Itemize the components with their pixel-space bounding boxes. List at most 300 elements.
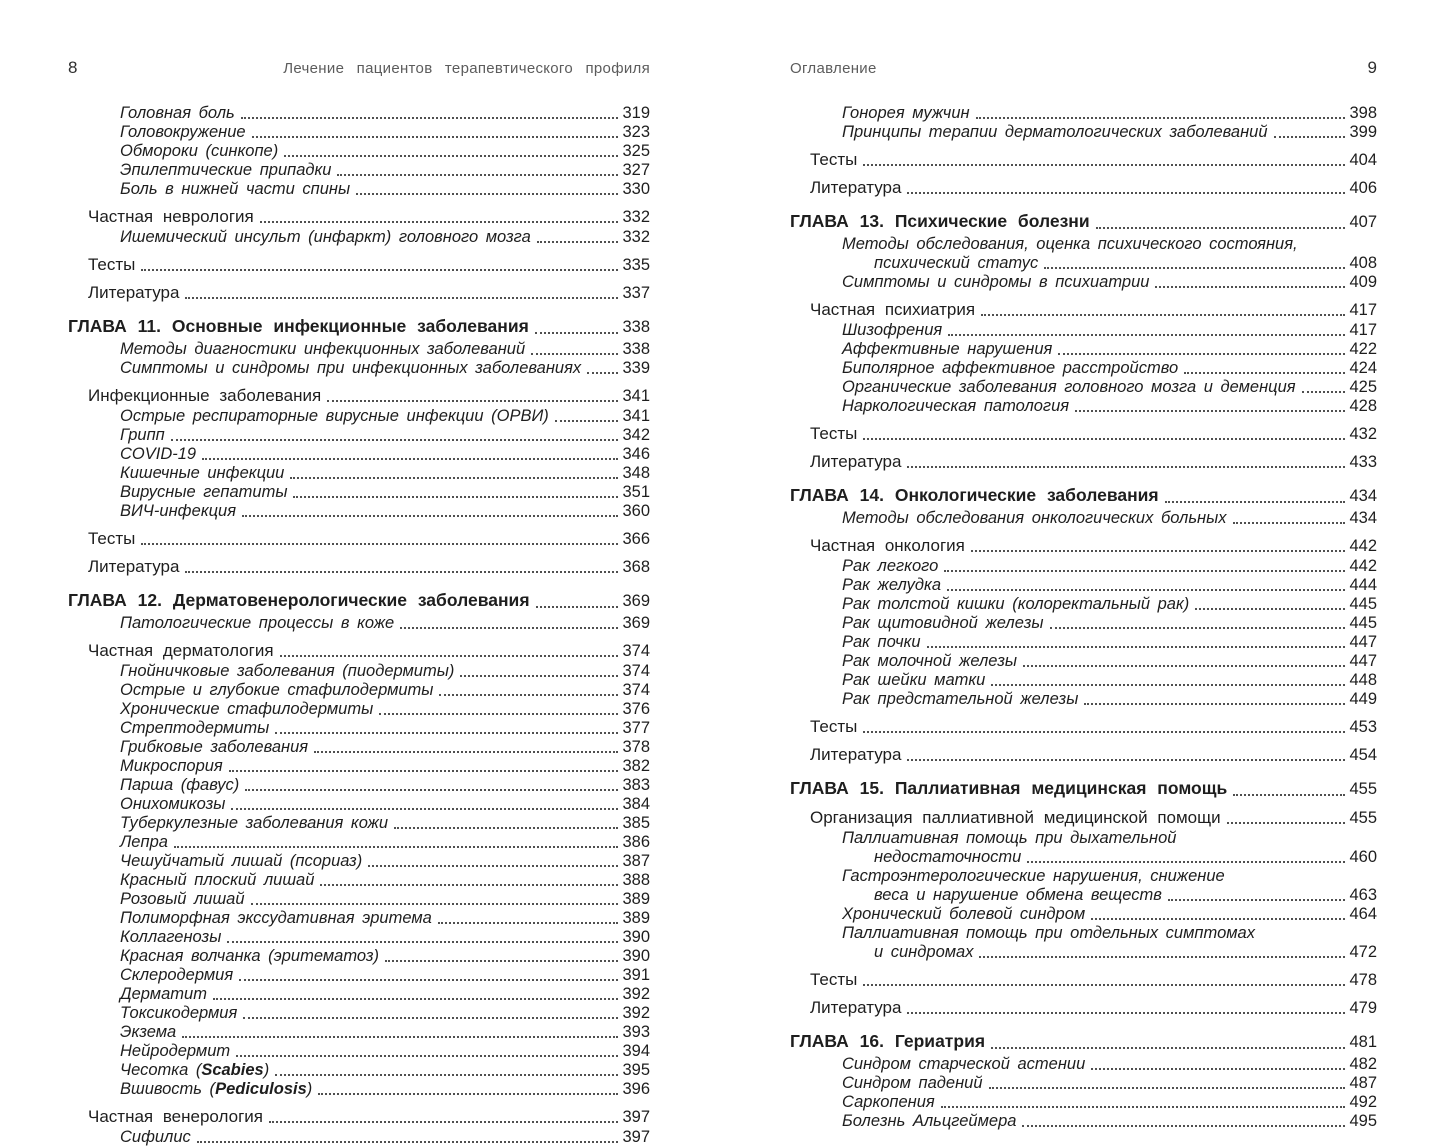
toc-entry-label: Биполярное аффективное расстройство (842, 359, 1179, 377)
toc-page-ref: 463 (1349, 886, 1377, 904)
toc-entry-label: Тесты (88, 255, 136, 274)
toc-entry-label: Головокружение (120, 123, 246, 141)
toc-entry-label: ГЛАВА 16. Гериатрия (790, 1031, 986, 1051)
toc-entry-label: Тесты (88, 529, 136, 548)
toc-page-ref: 449 (1349, 690, 1377, 708)
toc-entry (68, 947, 650, 966)
toc-entry (68, 614, 650, 633)
dotted-leader (400, 627, 618, 629)
toc-page-ref: 338 (622, 340, 650, 358)
toc-page-ref: 335 (622, 256, 650, 274)
toc-page-ref: 374 (622, 662, 650, 680)
dotted-leader (239, 979, 618, 981)
toc-entry-label: COVID-19 (120, 445, 197, 463)
dotted-leader (1022, 1125, 1345, 1127)
toc-entry-label: Шизофрения (842, 321, 943, 339)
running-head-right: Оглавление (790, 60, 877, 77)
toc-page-ref: 442 (1349, 537, 1377, 555)
dotted-leader (141, 269, 618, 271)
toc-page-ref: 327 (622, 161, 650, 179)
toc-entry-label: ВИЧ-инфекция (120, 502, 237, 520)
toc-page-ref: 432 (1349, 425, 1377, 443)
dotted-leader (863, 438, 1345, 440)
dotted-leader (252, 136, 619, 138)
toc-entry (790, 1112, 1377, 1131)
dotted-leader (979, 956, 1345, 958)
toc-entry (790, 652, 1377, 671)
right-page-entries (790, 104, 1377, 1131)
dotted-leader (1233, 794, 1345, 796)
toc-page-ref: 395 (622, 1061, 650, 1079)
page-left-header (68, 60, 650, 80)
dotted-leader (229, 770, 619, 772)
toc-page-ref: 351 (622, 483, 650, 501)
toc-entry-label: Органические заболевания головного мозга и деменция (842, 378, 1296, 396)
toc-page-ref: 337 (622, 284, 650, 302)
toc-page-ref: 392 (622, 985, 650, 1003)
toc-entry-label: Токсикодермия (120, 1004, 238, 1022)
toc-entry-label: Методы диагностики инфекционных заболеваний (120, 340, 526, 358)
dotted-leader (185, 297, 618, 299)
toc-entry-label: Чесотка (Scabies) (120, 1061, 270, 1079)
dotted-leader (275, 732, 618, 734)
dotted-leader (976, 117, 1346, 119)
dotted-leader (971, 550, 1346, 552)
toc-entry (68, 719, 650, 738)
toc-entry (68, 207, 650, 227)
toc-entry (68, 852, 650, 871)
toc-entry-label: Грипп (120, 426, 165, 444)
toc-entry-label: Рак почки (842, 633, 921, 651)
toc-page-ref: 442 (1349, 557, 1377, 575)
toc-page-ref: 409 (1349, 273, 1377, 291)
dotted-leader (356, 193, 618, 195)
toc-entry (68, 340, 650, 359)
toc-entry-label: Острые респираторные вирусные инфекции (ОРВИ) (120, 407, 549, 425)
toc-entry (68, 386, 650, 406)
dotted-leader (379, 713, 618, 715)
toc-page-ref: 368 (622, 558, 650, 576)
toc-entry-label: Организация паллиативной медицинской помощи (810, 808, 1221, 827)
toc-page-ref: 330 (622, 180, 650, 198)
toc-entry-label: Склеродермия (120, 966, 234, 984)
toc-entry-label: Розовый лишай (120, 890, 245, 908)
dotted-leader (537, 241, 619, 243)
toc-entry-label: ГЛАВА 12. Дерматовенерологические заболевания (68, 590, 530, 610)
toc-page-ref: 434 (1349, 509, 1377, 527)
toc-entry (790, 998, 1377, 1018)
dotted-leader (981, 314, 1345, 316)
toc-entry (790, 848, 1377, 867)
toc-page-ref: 341 (622, 387, 650, 405)
toc-page-ref: 428 (1349, 397, 1377, 415)
toc-page-ref: 396 (622, 1080, 650, 1098)
dotted-leader (197, 1141, 619, 1143)
toc-page-ref: 417 (1349, 301, 1377, 319)
toc-page-ref: 434 (1349, 487, 1377, 505)
toc-page-ref: 487 (1349, 1074, 1377, 1092)
toc-entry (790, 536, 1377, 556)
toc-entry-label: Коллагенозы (120, 928, 222, 946)
toc-entry (790, 104, 1377, 123)
dotted-leader (1023, 665, 1345, 667)
toc-entry-label: Синдром падений (842, 1074, 983, 1092)
toc-page-ref: 323 (622, 123, 650, 141)
dotted-leader (536, 606, 619, 608)
toc-entry-label: Рак толстой кишки (колоректальный рак) (842, 595, 1190, 613)
toc-entry (68, 180, 650, 199)
toc-entry-label: Чешуйчатый лишай (псориаз) (120, 852, 363, 870)
toc-page-ref: 390 (622, 928, 650, 946)
toc-page-ref: 382 (622, 757, 650, 775)
dotted-leader (1075, 410, 1345, 412)
toc-entry (790, 509, 1377, 528)
toc-entry (68, 502, 650, 521)
toc-entry-label: Боль в нижней части спины (120, 180, 351, 198)
toc-entry-label: Туберкулезные заболевания кожи (120, 814, 389, 832)
dotted-leader (535, 332, 619, 334)
toc-entry (68, 814, 650, 833)
dotted-leader (989, 1087, 1346, 1089)
toc-page-ref: 319 (622, 104, 650, 122)
dotted-leader (236, 1055, 618, 1057)
toc-entry (68, 890, 650, 909)
dotted-leader (555, 420, 619, 422)
toc-entry-label: Литература (810, 745, 902, 764)
toc-page-ref: 397 (622, 1108, 650, 1126)
toc-entry (790, 397, 1377, 416)
page-left (68, 0, 650, 1146)
toc-entry-label: Экзема (120, 1023, 177, 1041)
toc-page-ref: 482 (1349, 1055, 1377, 1073)
toc-entry-label: Эпилептические припадки (120, 161, 332, 179)
toc-page-ref: 374 (622, 681, 650, 699)
toc-entry (790, 633, 1377, 652)
toc-entry (790, 321, 1377, 340)
toc-entry-label: Красный плоский лишай (120, 871, 315, 889)
toc-entry (68, 283, 650, 303)
dotted-leader (1084, 703, 1345, 705)
toc-entry (68, 966, 650, 985)
toc-entry (68, 407, 650, 426)
dotted-leader (284, 155, 618, 157)
dotted-leader (1195, 608, 1345, 610)
toc-page-ref: 398 (1349, 104, 1377, 122)
toc-page-ref: 392 (622, 1004, 650, 1022)
dotted-leader (337, 174, 618, 176)
toc-entry-label: Частная дерматология (88, 641, 274, 660)
dotted-leader (907, 1012, 1345, 1014)
toc-entry-label: Стрептодермиты (120, 719, 270, 737)
toc-entry-label: Симптомы и синдромы в психиатрии (842, 273, 1150, 291)
dotted-leader (260, 221, 619, 223)
toc-page-ref: 386 (622, 833, 650, 851)
toc-entry (790, 254, 1377, 273)
toc-entry-label: Частная психиатрия (810, 300, 976, 319)
toc-page-ref: 391 (622, 966, 650, 984)
dotted-leader (213, 998, 619, 1000)
toc-entry (68, 123, 650, 142)
toc-entry (790, 671, 1377, 690)
toc-page-ref: 384 (622, 795, 650, 813)
toc-page-ref: 389 (622, 909, 650, 927)
toc-entry-label: Острые и глубокие стафилодермиты (120, 681, 434, 699)
toc-page-ref: 445 (1349, 595, 1377, 613)
toc-page-ref: 338 (622, 318, 650, 336)
toc-entry-label: Тесты (810, 150, 858, 169)
toc-entry-label: ГЛАВА 13. Психические болезни (790, 211, 1090, 231)
toc-page-ref: 453 (1349, 718, 1377, 736)
toc-entry (790, 1074, 1377, 1093)
toc-page-ref: 394 (622, 1042, 650, 1060)
toc-entry-label: Головная боль (120, 104, 235, 122)
dotted-leader (185, 571, 618, 573)
dotted-leader (944, 570, 1345, 572)
toc-entry (790, 970, 1377, 990)
toc-entry-label: Ишемический инсульт (инфаркт) головного мозга (120, 228, 531, 246)
toc-page-ref: 342 (622, 426, 650, 444)
toc-page-ref: 454 (1349, 746, 1377, 764)
dotted-leader (227, 941, 618, 943)
dotted-leader (907, 192, 1345, 194)
running-head-left: Лечение пациентов терапевтического профиля (283, 60, 650, 77)
dotted-leader (241, 117, 619, 119)
toc-entry (790, 210, 1377, 233)
toc-entry-label: психический статус (874, 254, 1039, 272)
toc-entry (68, 464, 650, 483)
toc-page-ref: 472 (1349, 943, 1377, 961)
toc-entry-label: Тесты (810, 970, 858, 989)
toc-entry (68, 161, 650, 180)
toc-entry-label: Литература (810, 178, 902, 197)
dotted-leader (141, 543, 618, 545)
toc-entry-label: Вирусные гепатиты (120, 483, 288, 501)
toc-entry-label: Тесты (810, 717, 858, 736)
page-right (790, 0, 1377, 1129)
toc-page-ref: 399 (1349, 123, 1377, 141)
toc-entry-label: Рак предстательной железы (842, 690, 1079, 708)
toc-entry (68, 1004, 650, 1023)
dotted-leader (202, 458, 618, 460)
dotted-leader (947, 589, 1345, 591)
dotted-leader (171, 439, 619, 441)
toc-entry (790, 273, 1377, 292)
toc-entry (68, 1042, 650, 1061)
toc-entry (790, 235, 1377, 254)
dotted-leader (1227, 822, 1346, 824)
toc-entry-label: Лепра (120, 833, 168, 851)
toc-entry (68, 557, 650, 577)
toc-page-ref: 464 (1349, 905, 1377, 923)
toc-entry (790, 557, 1377, 576)
dotted-leader (251, 903, 619, 905)
toc-entry (790, 484, 1377, 507)
toc-page-ref: 444 (1349, 576, 1377, 594)
dotted-leader (1050, 627, 1346, 629)
toc-entry (790, 745, 1377, 765)
toc-entry (68, 909, 650, 928)
toc-entry (790, 340, 1377, 359)
toc-entry-label: Литература (88, 283, 180, 302)
toc-entry-label: Хронические стафилодермиты (120, 700, 374, 718)
toc-entry (790, 905, 1377, 924)
toc-entry (68, 426, 650, 445)
toc-entry-label: Патологические процессы в коже (120, 614, 395, 632)
toc-entry (790, 150, 1377, 170)
toc-entry (68, 445, 650, 464)
toc-entry (790, 1055, 1377, 1074)
toc-page-ref: 346 (622, 445, 650, 463)
toc-page-ref: 366 (622, 530, 650, 548)
toc-entry-label: Парша (фавус) (120, 776, 240, 794)
dotted-leader (318, 1093, 618, 1095)
dotted-leader (941, 1106, 1346, 1108)
toc-entry-label: Рак молочной железы (842, 652, 1018, 670)
toc-entry (68, 315, 650, 338)
page-number-left: 8 (68, 58, 78, 77)
toc-entry-label: ГЛАВА 11. Основные инфекционные заболевания (68, 316, 529, 336)
dotted-leader (245, 789, 618, 791)
dotted-leader (280, 655, 619, 657)
toc-entry-label: Гонорея мужчин (842, 104, 970, 122)
dotted-leader (1184, 372, 1345, 374)
toc-entry-label: ГЛАВА 14. Онкологические заболевания (790, 485, 1159, 505)
toc-entry (790, 300, 1377, 320)
dotted-leader (269, 1121, 618, 1123)
toc-entry (790, 123, 1377, 142)
toc-entry (790, 924, 1377, 943)
toc-entry (790, 178, 1377, 198)
toc-entry (68, 1080, 650, 1099)
toc-entry (790, 452, 1377, 472)
toc-page-ref: 447 (1349, 633, 1377, 651)
dotted-leader (863, 731, 1345, 733)
toc-entry-label: Частная неврология (88, 207, 254, 226)
toc-entry (68, 738, 650, 757)
toc-entry (68, 483, 650, 502)
toc-entry-label: Частная онкология (810, 536, 965, 555)
toc-entry (68, 833, 650, 852)
toc-entry (68, 1128, 650, 1147)
toc-page-ref: 369 (622, 592, 650, 610)
toc-entry (68, 871, 650, 890)
toc-page-ref: 447 (1349, 652, 1377, 670)
toc-entry-label: Микроспория (120, 757, 223, 775)
toc-entry-label: Аффективные нарушения (842, 340, 1053, 358)
toc-entry (68, 142, 650, 161)
toc-entry (790, 808, 1377, 828)
toc-entry (68, 985, 650, 1004)
toc-entry-label: Литература (810, 452, 902, 471)
toc-page-ref: 385 (622, 814, 650, 832)
dotted-leader (927, 646, 1346, 648)
dotted-leader (242, 515, 618, 517)
dotted-leader (907, 466, 1345, 468)
toc-entry-label: Хронический болевой синдром (842, 905, 1086, 923)
toc-entry (790, 867, 1377, 886)
toc-entry (790, 614, 1377, 633)
toc-page-ref: 341 (622, 407, 650, 425)
toc-entry-label: Наркологическая патология (842, 397, 1070, 415)
toc-entry-label: Рак легкого (842, 557, 939, 575)
dotted-leader (231, 808, 618, 810)
dotted-leader (1155, 286, 1345, 288)
dotted-leader (863, 984, 1345, 986)
toc-page-ref: 387 (622, 852, 650, 870)
toc-entry (68, 1061, 650, 1080)
toc-entry (68, 757, 650, 776)
toc-entry (790, 777, 1377, 800)
dotted-leader (1165, 501, 1346, 503)
dotted-leader (1233, 522, 1346, 524)
toc-entry-label: Гнойничковые заболевания (пиодермиты) (120, 662, 455, 680)
dotted-leader (863, 164, 1345, 166)
toc-entry-label: Рак щитовидной железы (842, 614, 1044, 632)
toc-page-ref: 417 (1349, 321, 1377, 339)
toc-entry (68, 700, 650, 719)
toc-entry (68, 795, 650, 814)
dotted-leader (531, 353, 618, 355)
toc-entry (68, 681, 650, 700)
toc-entry-label: Обмороки (синкопе) (120, 142, 279, 160)
dotted-leader (1091, 1068, 1345, 1070)
toc-page-ref: 455 (1349, 780, 1377, 798)
toc-entry (790, 886, 1377, 905)
toc-page-ref: 332 (622, 208, 650, 226)
toc-entry (68, 1023, 650, 1042)
toc-page-ref: 393 (622, 1023, 650, 1041)
toc-page-ref: 378 (622, 738, 650, 756)
dotted-leader (394, 827, 618, 829)
dotted-leader (907, 759, 1345, 761)
toc-entry (68, 104, 650, 123)
toc-entry-label: Грибковые заболевания (120, 738, 309, 756)
toc-page-ref: 389 (622, 890, 650, 908)
dotted-leader (948, 334, 1345, 336)
left-page-entries (68, 104, 650, 1147)
toc-entry (68, 1107, 650, 1127)
dotted-leader (1274, 136, 1346, 138)
toc-entry (68, 776, 650, 795)
toc-entry-label: Полиморфная экссудативная эритема (120, 909, 432, 927)
toc-page-ref: 492 (1349, 1093, 1377, 1111)
toc-entry (790, 359, 1377, 378)
toc-entry-label: Рак желудка (842, 576, 941, 594)
dotted-leader (438, 922, 619, 924)
toc-page-ref: 325 (622, 142, 650, 160)
toc-entry (790, 717, 1377, 737)
toc-page-ref: 374 (622, 642, 650, 660)
dotted-leader (327, 400, 618, 402)
toc-page-ref: 433 (1349, 453, 1377, 471)
toc-page-ref: 339 (622, 359, 650, 377)
toc-entry (68, 255, 650, 275)
toc-entry-label: Красная волчанка (эритематоз) (120, 947, 380, 965)
dotted-leader (1096, 227, 1346, 229)
toc-entry-label: Сифилис (120, 1128, 191, 1146)
toc-entry-label: Дерматит (120, 985, 207, 1003)
toc-page-ref: 397 (622, 1128, 650, 1146)
toc-entry (68, 228, 650, 247)
toc-entry-label: и синдромах (874, 943, 974, 961)
toc-page-ref: 376 (622, 700, 650, 718)
toc-entry (790, 1093, 1377, 1112)
toc-entry-label: Болезнь Альцгеймера (842, 1112, 1017, 1130)
toc-entry-label: Принципы терапии дерматологических заболеваний (842, 123, 1268, 141)
toc-page-ref: 369 (622, 614, 650, 632)
toc-page-ref: 455 (1349, 809, 1377, 827)
dotted-leader (293, 496, 618, 498)
